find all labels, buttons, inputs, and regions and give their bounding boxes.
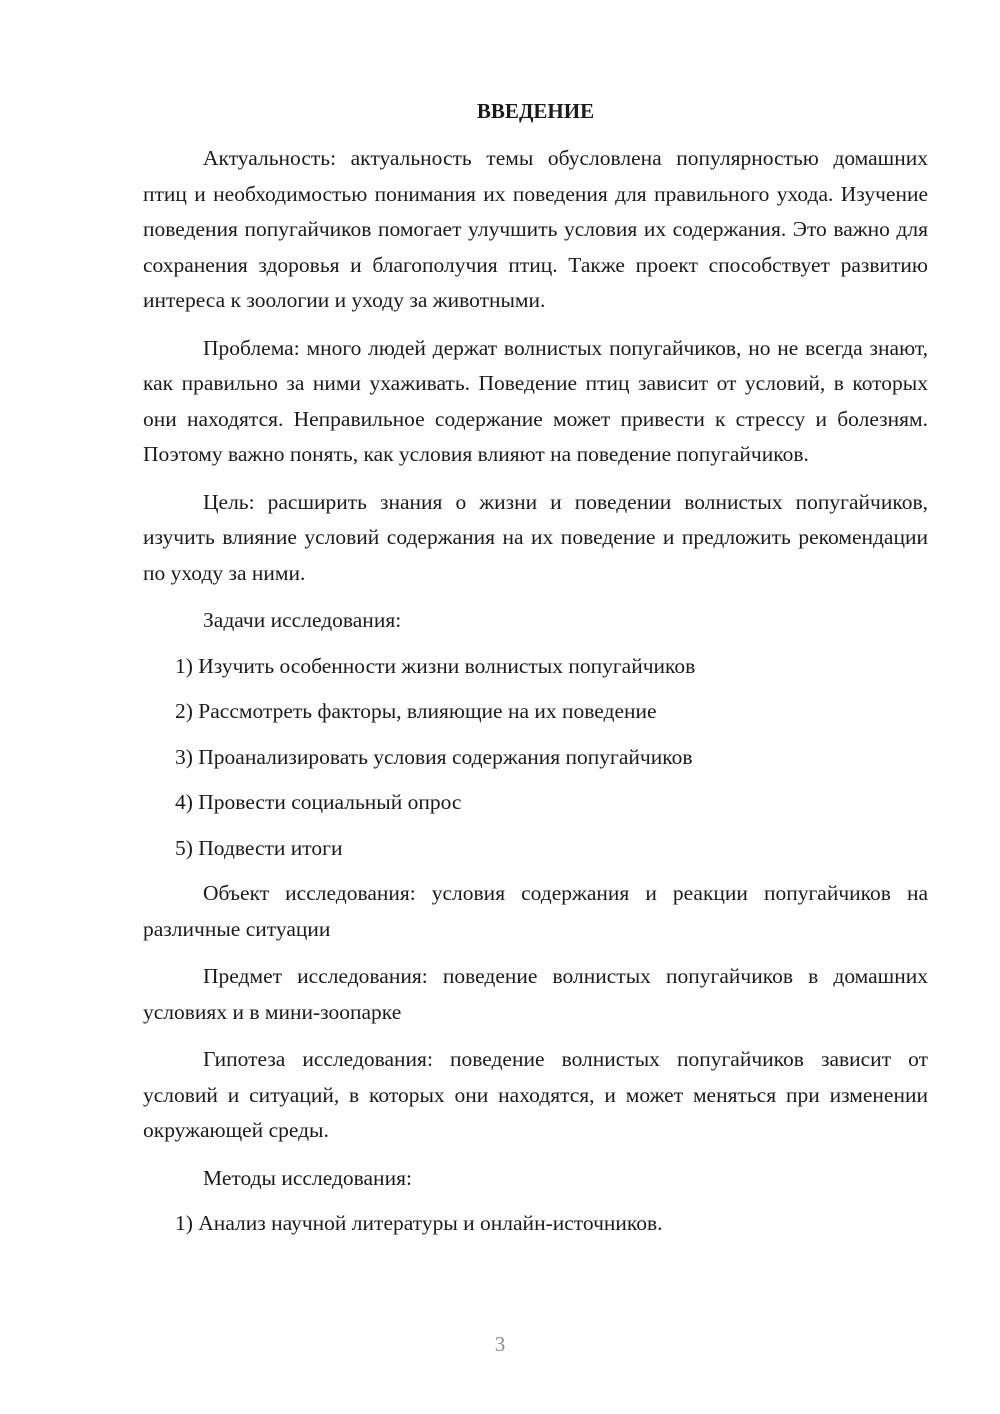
goal-paragraph: Цель: расширить знания о жизни и поведении волнистых попугайчиков, изучить влияние условий содержания на их поведение и предложить рекомендации по уходу за ними. [143, 489, 928, 585]
page-title: ВВЕДЕНИЕ [476, 99, 595, 123]
methods-list [143, 1206, 928, 1242]
list-item: 1) Изучить особенности жизни волнистых попугайчиков [175, 653, 696, 678]
list-item: 3) Проанализировать условия содержания попугайчиков [175, 744, 693, 769]
list-item: 4) Провести социальный опрос [175, 790, 462, 814]
subject-paragraph: Предмет исследования: поведение волнистых попугайчиков в домашних условиях и в мини-зоопарке [143, 964, 928, 1024]
list-item: 1) Анализ научной литературы и онлайн-источников. [175, 1211, 663, 1235]
page-content [143, 94, 928, 1252]
list-item: 5) Подвести итоги [175, 835, 343, 860]
hypothesis-paragraph: Гипотеза исследования: поведение волнистых попугайчиков зависит от условий и ситуаций, в которых они находятся, и может меняться при изменении окружающей среды. [143, 1047, 928, 1142]
page-number: 3 [494, 1332, 506, 1356]
relevance-paragraph: Актуальность: актуальность темы обусловлена популярностью домашних птиц и необходимостью понимания их поведения для правильного ухода. Изучение поведения попугайчиков помогает улучшить условия их содержания. Это важно для сохранения здоровья и благополучия птиц. Также проект способствует развитию интереса к зоологии и уходу за животными. [143, 146, 928, 312]
tasks-label: Задачи исследования: [203, 608, 402, 632]
methods-label: Методы исследования: [203, 1165, 412, 1190]
list-item: 2) Рассмотреть факторы, влияющие на их поведение [175, 699, 657, 723]
problem-paragraph: Проблема: много людей держат волнистых попугайчиков, но не всегда знают, как правильно за ними ухаживать. Поведение птиц зависит от условий, в которых они находятся. Неправильное содержание может привести к стрессу и болезням. Поэтому важно понять, как условия влияют на поведение попугайчиков. [143, 335, 928, 466]
object-paragraph: Объект исследования: условия содержания и реакции попугайчиков на различные ситуации [143, 881, 928, 941]
tasks-list [143, 649, 928, 867]
